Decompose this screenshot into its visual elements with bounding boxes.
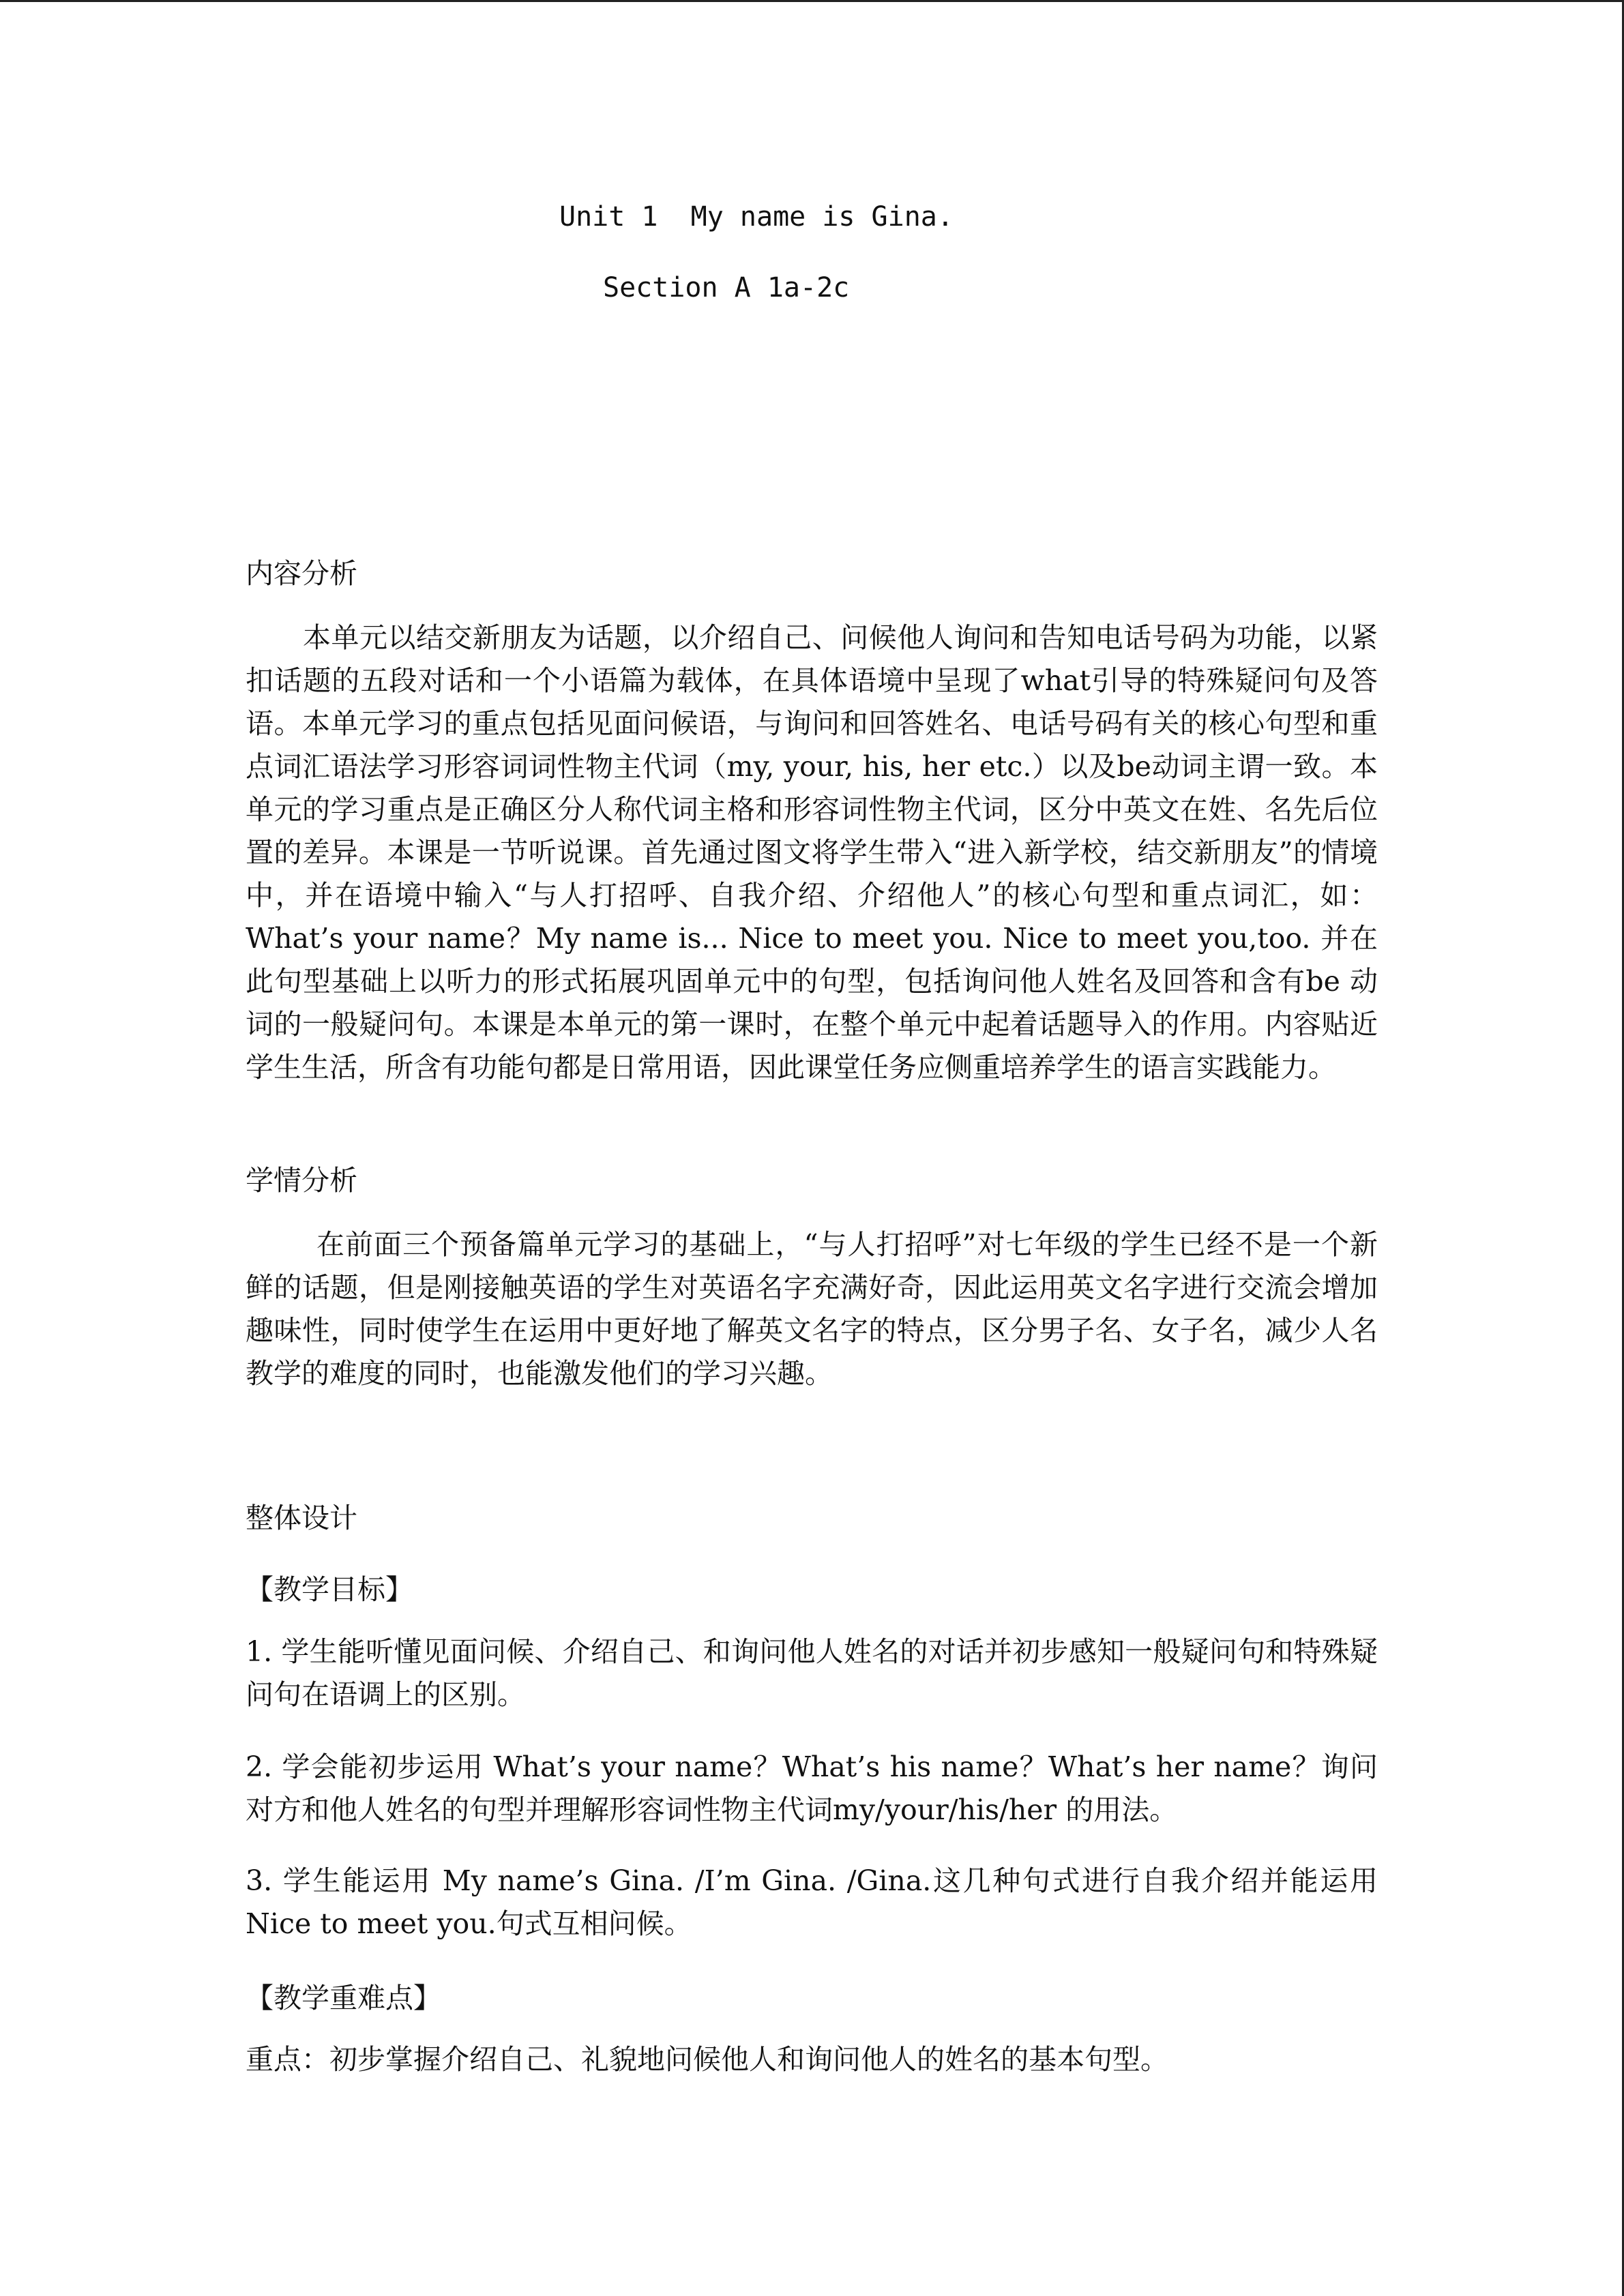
teaching-objectives-heading: 【教学目标】 bbox=[246, 1573, 413, 1606]
key-points-paragraph: 重点：初步掌握介绍自己、礼貌地问候他人和询问他人的姓名的基本句型。 bbox=[246, 2043, 1168, 2076]
key-points-heading: 【教学重难点】 bbox=[246, 1982, 441, 2014]
overall-design-heading: 整体设计 bbox=[246, 1502, 357, 1534]
objective-item-2: 2. 学会能初步运用 What’s your name？What’s his name？What’s her name？询问对方和他人姓名的句型并理解形容词性物主代词my/your/his/her 的用法。 bbox=[246, 1750, 1378, 1826]
document-title: Unit 1 My name is Gina. bbox=[559, 201, 954, 233]
content-analysis-heading: 内容分析 bbox=[246, 557, 357, 590]
objective-item-1: 1. 学生能听懂见面问候、介绍自己、和询问他人姓名的对话并初步感知一般疑问句和特殊疑问句在语调上的区别。 bbox=[246, 1635, 1378, 1711]
document-subtitle: Section A 1a-2c bbox=[603, 272, 850, 303]
objective-item-3: 3. 学生能运用 My name’s Gina. /I’m Gina. /Gina.这几种句式进行自我介绍并能运用Nice to meet you.句式互相问候。 bbox=[246, 1864, 1378, 1940]
learner-analysis-paragraph: 在前面三个预备篇单元学习的基础上，“与人打招呼”对七年级的学生已经不是一个新鲜的话题，但是刚接触英语的学生对英语名字充满好奇，因此运用英文名字进行交流会增加趣味性，同时使学生在运用中更好地了解英文名字的特点，区分男子名、女子名，减少人名教学的难度的同时，也能激发他们的学习兴趣。 bbox=[246, 1228, 1378, 1390]
learner-analysis-heading: 学情分析 bbox=[246, 1164, 357, 1197]
content-analysis-paragraph: 本单元以结交新朋友为话题，以介绍自己、问候他人询问和告知电话号码为功能，以紧扣话题的五段对话和一个小语篇为载体，在具体语境中呈现了what引导的特殊疑问句及答语。本单元学习的重点包括见面问候语，与询问和回答姓名、电话号码有关的核心句型和重点词汇语法学习形容词词性物主代词（my, your, his, her etc.）以及be动词主谓一致。本单元的学习重点是正确区分人称代词主格和形容词性物主代词，区分中英文在姓、名先后位置的差异。本课是一节听说课。首先通过图文将学生带入“进入新学校，结交新朋友”的情境中，并在语境中输入“与人打招呼、自我介绍、介绍他人”的核心句型和重点词汇，如：What’s your name？My name is... Nice to meet you. Nice to meet you,too. 并在此句型基础上以听力的形式拓展巩固单元中的句型，包括询问他人姓名及回答和含有be 动词的一般疑问句。本课是本单元的第一课时，在整个单元中起着话题导入的作用。内容贴近学生生活，所含有功能句都是日常用语，因此课堂任务应侧重培养学生的语言实践能力。 bbox=[246, 621, 1378, 1084]
